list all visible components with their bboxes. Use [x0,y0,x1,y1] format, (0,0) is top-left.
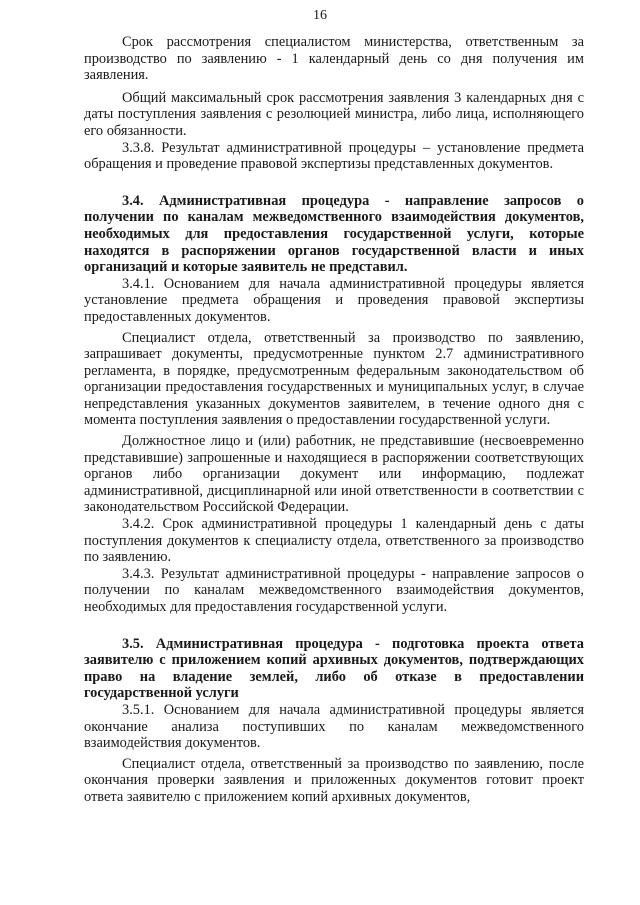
paragraph: Специалист отдела, ответственный за производство по заявлению, после окончания проверки заявления и приложенных документов готовит проект ответа заявителю с приложением копий архивных документов, [84,755,584,805]
paragraph: 3.4.2. Срок административной процедуры 1 календарный день с даты поступления документов к специалисту отдела, ответственного за производство по заявлению. [84,516,584,566]
section-heading-3-4: 3.4. Административная процедура - направление запросов о получении по каналам межведомственного взаимодействия документов, необходимых для предоставления государственной услуги, которые находятся в распоряжении органов государственной власти и иных организаций и которые заявитель не представил. [84,192,584,276]
document-body [84,34,584,806]
paragraph: Специалист отдела, ответственный за производство по заявлению, запрашивает документы, предусмотренные пунктом 2.7 административного регламента, в порядке, предусмотренным федеральным законодательством об организации предоставления государственных и муниципальных услуг, в случае непредставления указанных документов заявителем, в течение одного дня с момента поступления заявления о предоставлении государственной услуги. [84,329,584,429]
paragraph: 3.4.1. Основанием для начала административной процедуры является установление предмета обращения и проведения правовой экспертизы предоставленных документов. [84,275,584,325]
paragraph: 3.4.3. Результат административной процедуры - направление запросов о получении по каналам межведомственного взаимодействия документов, необходимых для предоставления государственной услуги. [84,565,584,615]
paragraph: Должностное лицо и (или) работник, не представившие (несвоевременно представившие) запрошенные и находящиеся в распоряжении соответствующих органов либо организации документ или информацию, подлежат административной, дисциплинарной или иной ответственности в соответствии с законодательством Российской Федерации. [84,433,584,516]
paragraph: Срок рассмотрения специалистом министерства, ответственным за производство по заявлению - 1 календарный день со дня получения им заявления. [84,34,584,84]
section-heading-3-5: 3.5. Административная процедура - подготовка проекта ответа заявителю с приложением копий архивных документов, подтверждающих право на владение землей, либо об отказе в предоставлении государственной услуги [84,635,584,702]
paragraph: Общий максимальный срок рассмотрения заявления 3 календарных дня с даты поступления заявления с резолюцией министра, либо лица, исполняющего его обязанности. [84,89,584,139]
page-number: 16 [313,8,327,23]
paragraph: 3.5.1. Основанием для начала административной процедуры является окончание анализа поступивших по каналам межведомственного взаимодействия документов. [84,701,584,752]
paragraph: 3.3.8. Результат административной процедуры – установление предмета обращения и проведение правовой экспертизы представленных документов. [84,139,584,173]
